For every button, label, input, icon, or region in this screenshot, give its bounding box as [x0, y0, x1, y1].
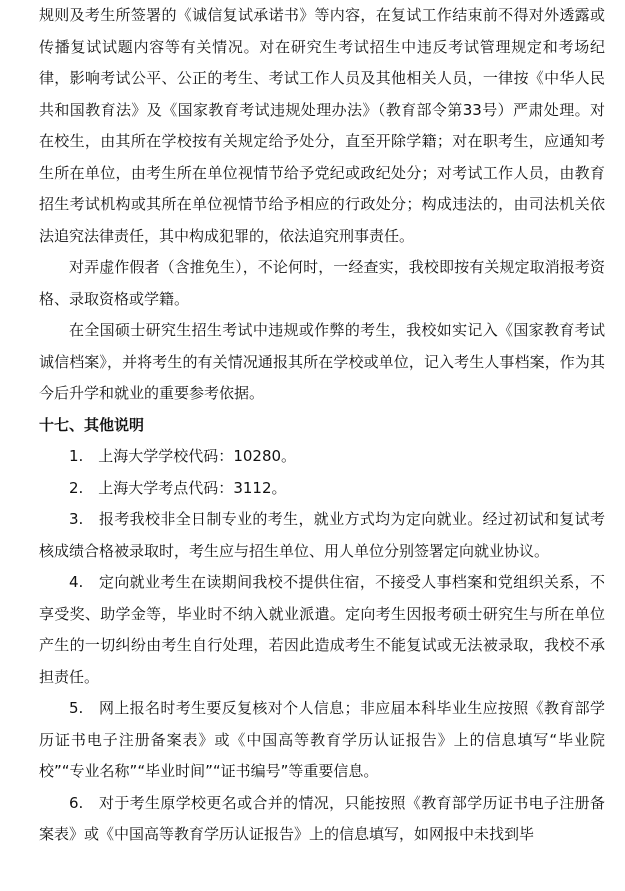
list-item-targeted-employment: 4. 定向就业考生在读期间我校不提供住宿，不接受人事档案和党组织关系，不享受奖、助学金等，毕业时不纳入就业派遣。定向考生因报考硕士研究生与所在单位产生的一切纠纷由考生自行处理，若因此造成考生不能复试或无法被录取，我校不承担责任。: [39, 573, 605, 686]
paragraph-integrity-record: 在全国硕士研究生招生考试中违规或作弊的考生，我校如实记入《国家教育考试诚信档案》，并将考生的有关情况通报其所在学校或单位，记入考生人事档案，作为其今后升学和就业的重要参考依据。: [39, 321, 605, 402]
list-item-part-time-employment: 3. 报考我校非全日制专业的考生，就业方式均为定向就业。经过初试和复试考核成绩合格被录取时，考生应与招生单位、用人单位分别签署定向就业协议。: [39, 510, 605, 560]
section-heading: 十七、其他说明: [39, 415, 145, 434]
list-item-exam-site-code: 2. 上海大学考点代码：3112。: [69, 478, 287, 497]
paragraph-exam-discipline: 规则及考生所签署的《诚信复试承诺书》等内容，在复试工作结束前不得对外透露或传播复试试题内容等有关情况。对在研究生考试招生中违反考试管理规定和考场纪律，影响考试公平、公正的考生、考试工作人员及其他相关人员，一律按《中华人民共和国教育法》及《国家教育考试违规处理办法》（教育部令第33号）严肃处理。对在校生，由其所在学校按有关规定给予处分，直至开除学籍；对在职考生，应通知考生所在单位，由考生所在单位视情节给予党纪或政纪处分；对考试工作人员，由教育招生考试机构或其所在单位视情节给予相应的行政处分；构成违法的，由司法机关依法追究法律责任，其中构成犯罪的，依法追究刑事责任。: [39, 6, 605, 245]
list-item-personal-info: 5. 网上报名时考生要反复核对个人信息；非应届本科毕业生应按照《教育部学历证书电子注册备案表》或《中国高等教育学历认证报告》上的信息填写“毕业院校”“专业名称”“毕业时间”“证书编号”等重要信息。: [39, 699, 605, 780]
list-item-school-rename: 6. 对于考生原学校更名或合并的情况，只能按照《教育部学历证书电子注册备案表》或《中国高等教育学历认证报告》上的信息填写，如网报中未找到毕: [39, 793, 605, 843]
paragraph-fraud-policy: 对弄虚作假者（含推免生），不论何时，一经查实，我校即按有关规定取消报考资格、录取资格或学籍。: [39, 258, 605, 308]
list-item-school-code: 1. 上海大学学校代码：10280。: [69, 447, 297, 465]
